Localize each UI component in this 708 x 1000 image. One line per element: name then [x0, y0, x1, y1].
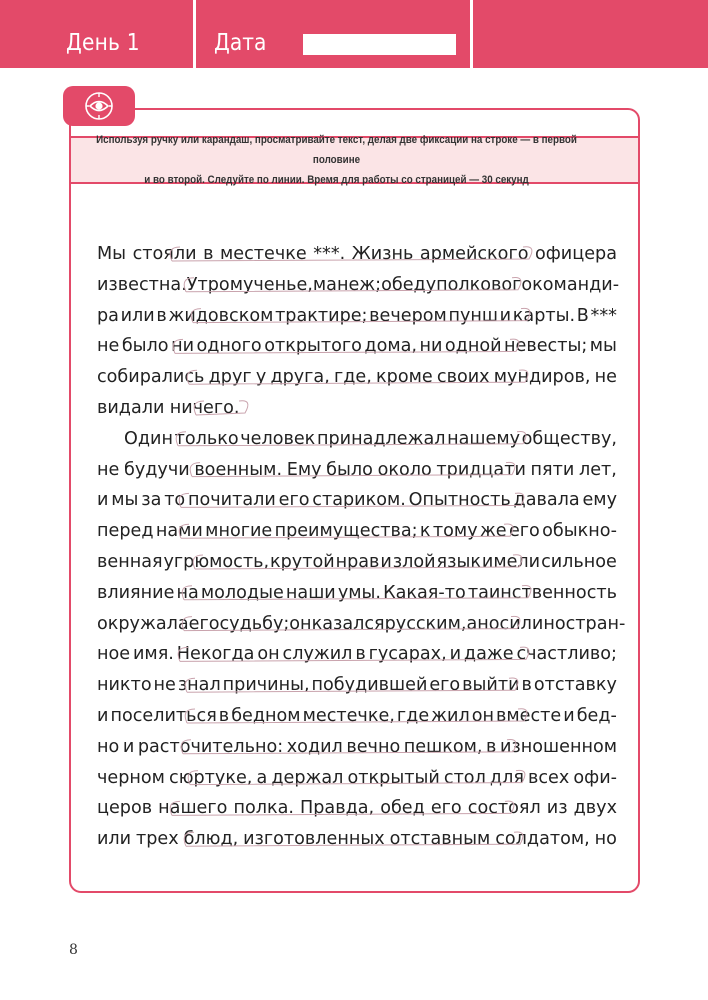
reading-text: [97, 240, 626, 856]
header-bar: [0, 0, 708, 68]
text-line: Мы стояли в местечке ***. Жизнь армейского офицера: [97, 244, 617, 264]
text-line: но и расточительно: ходил вечно пешком, в изношенном: [97, 736, 617, 757]
page-number: 8: [69, 942, 78, 958]
text-line: не будучи военным. Ему было около тридцати пяти лет,: [97, 459, 617, 480]
date-label: Дата: [214, 30, 267, 56]
text-line: известна. Утром ученье, манеж; обед у полкового команди-: [97, 274, 620, 295]
text-line: и поселиться в бедном местечке, где жил он вместе и бед-: [97, 705, 617, 726]
header-divider: [470, 0, 473, 68]
date-field[interactable]: [303, 34, 456, 55]
text-line: ное имя. Некогда он служил в гусарах, и даже счастливо;: [97, 644, 617, 665]
icon-tab: [63, 86, 135, 126]
instruction-box: [71, 136, 638, 184]
text-line: перед нами многие преимущества; к тому же его обыкно-: [97, 521, 617, 542]
text-line: влияние на молодые наши умы. Какая-то таинственность: [97, 582, 617, 603]
text-line: видали ничего.: [97, 397, 240, 418]
text-line: не было ни одного открытого дома, ни одной невесты; мы: [97, 336, 617, 357]
text-line: венная угрюмость, крутой нрав и злой язык имели сильное: [97, 551, 617, 572]
eye-icon: [83, 90, 115, 122]
text-line: черном сюртуке, а держал открытый стол для всех офи-: [97, 767, 617, 788]
header-divider: [193, 0, 196, 68]
text-line: собирались друг у друга, где, кроме своих мундиров, не: [97, 367, 617, 388]
day-label: День 1: [66, 30, 140, 56]
text-line: церов нашего полка. Правда, обед его состоял из двух: [97, 798, 617, 819]
text-line: никто не знал причины, побудившей его выйти в отставку: [97, 675, 617, 696]
text-line: или трех блюд, изготовленных отставным солдатом, но: [97, 829, 617, 850]
text-line: ра или в жидовском трактире; вечером пунш и карты. В ***: [97, 305, 617, 326]
instruction-text: Используя ручку или карандаш, просматривайте текст, делая две фиксации на строке — в первой половине и во второй. Следуйте по линии. Время для работы со страницей — 30 секунд: [96, 134, 577, 186]
text-line: окружала его судьбу; он казался русским, а носил иностран-: [97, 613, 626, 634]
text-line: и мы за то почитали его стариком. Опытность давала ему: [97, 490, 617, 511]
text-line: Один только человек принадлежал нашему обществу,: [124, 428, 617, 449]
